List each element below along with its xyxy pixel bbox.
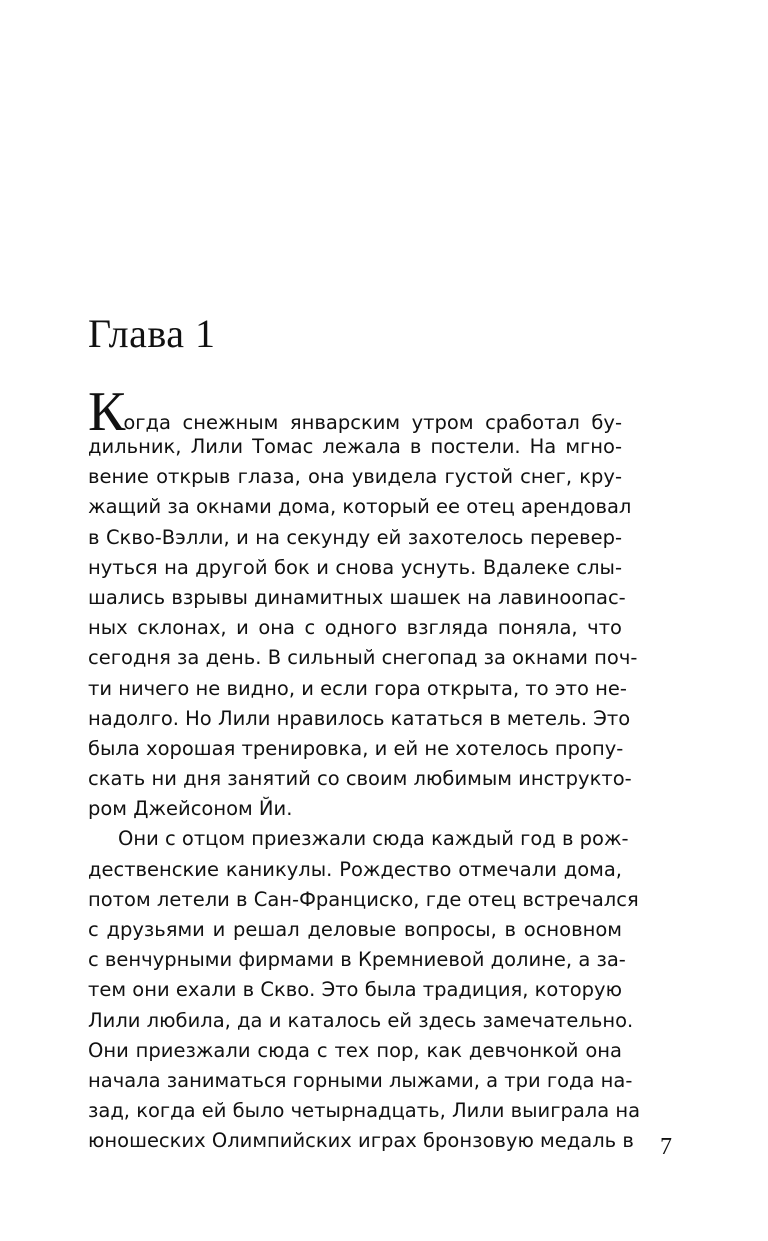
text-line-content: огда снежным январским утром сработал бу- [123,411,622,434]
text-line: вение открыв глаза, она увидела густой снег, кру- [88,465,622,489]
paragraph-2 [88,824,641,1156]
text-line: зад, когда ей было четырнадцать, Лили выиграла на [88,1099,641,1123]
text-line: скать ни дня занятий со своим любимым инструкто- [88,767,632,791]
text-line: нуться на другой бок и снова уснуть. Вдалеке слы- [88,555,622,579]
paragraph-1 [88,381,638,824]
text-line: тем они ехали в Скво. Это была традиция, которую [88,978,622,1002]
text-line: надолго. Но Лили нравилось кататься в метель. Это [88,706,631,730]
text-line: в Скво-Вэлли, и на секунду ей захотелось перевер- [88,525,622,549]
text-line [88,381,622,443]
page-number: 7 [660,1134,672,1160]
text-line: с венчурными фирмами в Кремниевой долине, а за- [88,948,626,972]
text-line: сегодня за день. В сильный снегопад за окнами поч- [88,646,638,670]
text-line: жащий за окнами дома, который ее отец арендовал [88,495,632,519]
text-line: ных склонах, и она с одного взгляда поняла, что [88,616,622,640]
text-line: дественские каникулы. Рождество отмечали дома, [88,857,622,881]
text-line: Они приезжали сюда с тех пор, как девчонкой она [88,1038,622,1062]
text-line: ти ничего не видно, и если гора открыта, то это не- [88,676,627,700]
text-line: Лили любила, да и каталось ей здесь замечательно. [88,1008,634,1032]
text-line: дильник, Лили Томас лежала в постели. На мгно- [88,435,622,458]
body-text [88,381,641,1157]
text-line: потом летели в Сан-Франциско, где отец встречался [88,887,639,911]
drop-cap: К [88,381,124,443]
text-line: с друзьями и решал деловые вопросы, в основном [88,918,622,941]
text-line: Они с отцом приезжали сюда каждый год в рож- [118,827,629,851]
text-line: юношеских Олимпийских играх бронзовую медаль в [88,1129,634,1153]
text-line: была хорошая тренировка, и ей не хотелось пропу- [88,736,624,760]
text-line: начала заниматься горными лыжами, а три года на- [88,1068,633,1092]
chapter-title: Глава 1 [88,311,216,356]
text-line: шались взрывы динамитных шашек на лавиноопас- [88,585,626,609]
text-line: ром Джейсоном Йи. [88,797,293,821]
